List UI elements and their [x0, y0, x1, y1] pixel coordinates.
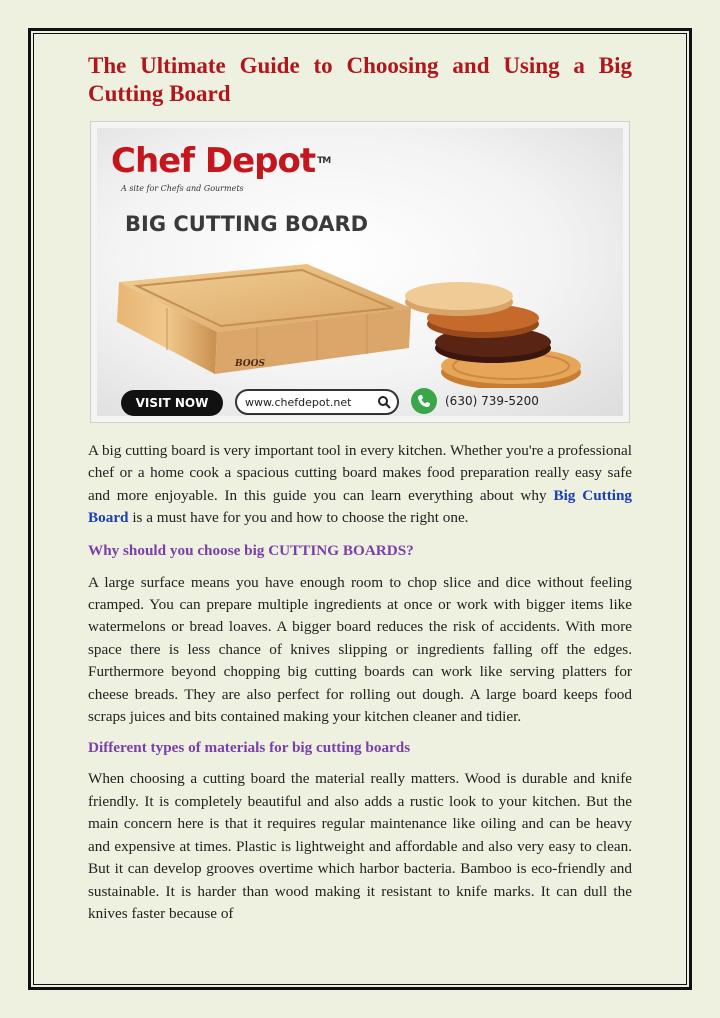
phone-number: (630) 739-5200: [445, 394, 539, 408]
page-title: The Ultimate Guide to Choosing and Using a Big Cutting Board: [88, 53, 632, 106]
intro-paragraph: A big cutting board is very important tool in every kitchen. Whether you're a professional chef or a home cook a spacious cutting board makes food preparation really easy safe and more enjoyable. In this guide you can learn everything about why Big Cutting Board is a must have for you and how to choose the right one.: [88, 442, 633, 527]
search-icon: [377, 395, 391, 409]
materials-paragraph: When choosing a cutting board the material really matters. Wood is durable and knife friendly. It is completely beautiful and also adds a rustic look to your kitchen. But the main concern here is that it requires regular maintenance like oiling and can be heavy and expensive at times. Plastic is lightweight and affordable and also very easy to clean. But it can develop grooves overtime which harbor bacteria. Bamboo is eco-friendly and sustainable. It is harder than wood making it resistant to knife marks. It can dull the knives faster because of: [88, 770, 632, 922]
cutting-boards-illustration: [97, 228, 623, 388]
website-url: www.chefdepot.net: [245, 395, 352, 409]
round-boards: [405, 282, 581, 388]
visit-now-button[interactable]: VISIT NOW: [121, 390, 223, 416]
rectangular-board: [117, 264, 411, 374]
website-url-field[interactable]: [235, 389, 399, 415]
brand-logo: Chef Depot ™: [111, 141, 331, 181]
big-cutting-board-link[interactable]: Big Cutting Board: [88, 486, 633, 527]
why-paragraph: A large surface means you have enough room to chop slice and dice without feeling cramped. You can prepare multiple ingredients at once or work with bigger items like watermelons or bread loaves. A bigger board reduces the risk of accidents. With more space there is less chance of knives slipping or ingredients falling off the edges. Furthermore beyond chopping big cutting boards can work like serving platters for cheese breads. They are also perfect for rolling out dough. A large board keeps food scraps juices and bits contained making your kitchen cleaner and tidier.: [88, 573, 632, 726]
banner-background: [97, 128, 623, 416]
section-heading-why: Why should you choose big CUTTING BOARDS?: [88, 541, 414, 559]
board-stamp: BOOS: [235, 359, 265, 369]
brand-tagline: A site for Chefs and Gourmets: [121, 184, 244, 193]
banner-heading: BIG CUTTING BOARD: [125, 212, 369, 236]
document-body: [88, 52, 632, 925]
phone-icon: [411, 388, 437, 414]
chef-depot-banner[interactable]: [90, 121, 630, 423]
section-heading-materials: Different types of materials for big cutting boards: [88, 739, 411, 757]
